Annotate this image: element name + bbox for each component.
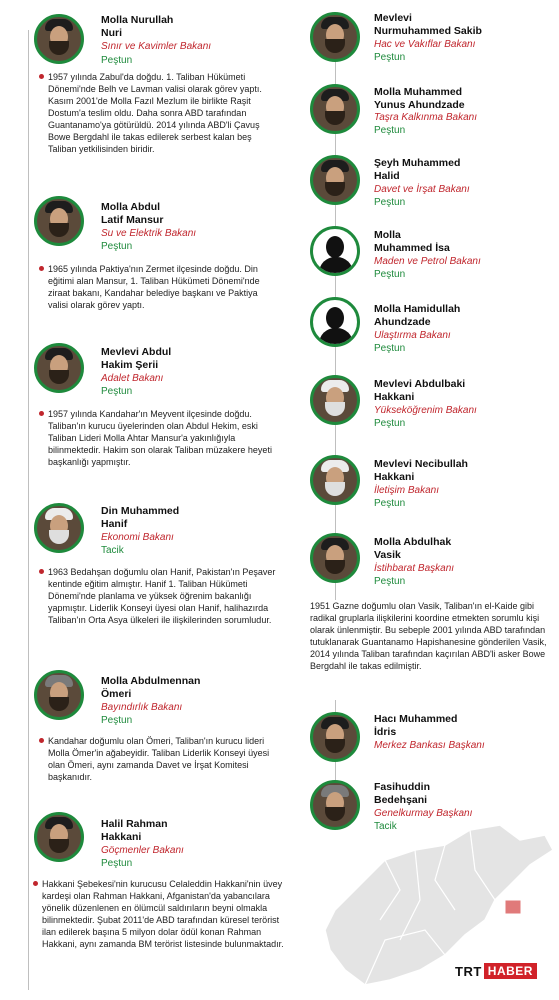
avatar (310, 533, 360, 583)
person-name: Molla Muhammed Yunus Ahundzade (374, 86, 465, 111)
person-role: Davet ve İrşat Bakanı (374, 184, 470, 195)
person-role: Ekonomi Bakanı (101, 532, 174, 543)
person-ethnicity: Peştun (101, 55, 133, 66)
person-ethnicity: Tacik (101, 545, 124, 556)
person-ethnicity: Peştun (374, 197, 406, 208)
person-name: Molla Abdulmennan Ömeri (101, 675, 201, 700)
person-name: Mevlevi Necibullah Hakkani (374, 458, 468, 483)
avatar-placeholder-icon (310, 297, 360, 347)
person-ethnicity: Peştun (101, 715, 133, 726)
person-role: Yükseköğrenim Bakanı (374, 405, 477, 416)
avatar (310, 12, 360, 62)
person-role: İstihbarat Başkanı (374, 563, 455, 574)
person-role: Bayındırlık Bakanı (101, 702, 183, 713)
person-role: Ulaştırma Bakanı (374, 330, 451, 341)
person-ethnicity: Peştun (374, 343, 406, 354)
person-bio: 1951 Gazne doğumlu olan Vasik, Taliban'ın el-Kaide gibi radikal gruplarla ilişkilerini koordine etmekten sorumlu kişi olarak ünlenmiştir. Bu sebeple 2001 yılında ABD tarafından tutuklanarak Guantanamo Hapishanesine gönderilen Vasik, 2014 yılında Taliban tarafından kaçırılan ABD'li asker Bowe Bergdahl ile takas edilmiştir. (310, 601, 547, 671)
avatar (310, 84, 360, 134)
logo-trt-text: TRT (455, 963, 482, 979)
person-bio: 1963 Bedahşan doğumlu olan Hanif, Pakistan'ın Peşaver kentinde eğitim almıştır. Hanif 1. Taliban Hükümeti Dönemi'nde planlama ve yüksek öğrenim bakanlığı yapmıştır. Liderlik Konseyi üyesi olan Hanif, halihazırda Taliban'ın Orta Asya ülkeleri ile ilişkilerinden sorumludur. (48, 566, 280, 626)
person-name: Mevlevi Nurmuhammed Sakib (374, 12, 482, 37)
person-ethnicity: Peştun (374, 418, 406, 429)
bullet-icon (39, 569, 44, 574)
avatar (34, 196, 84, 246)
person-ethnicity: Peştun (374, 125, 406, 136)
person-ethnicity: Peştun (374, 52, 406, 63)
person-bio: Kandahar doğumlu olan Ömeri, Taliban'ın kurucu lideri Molla Ömer'in ağabeyidir. Taliban Liderlik Konseyi üyesi olan Ömeri, aynı zamanda Davet ve İrşat Komitesi başkanıdır. (48, 735, 280, 783)
logo-haber-text: HABER (484, 963, 537, 979)
person-role: Göçmenler Bakanı (101, 845, 184, 856)
person-bio: 1957 yılında Zabul'da doğdu. 1. Taliban Hükümeti Dönemi'nde Belh ve Lavman valisi olarak görev yaptı. Kasım 2001'de Molla Fazıl Mezlum ile birlikte Raşit Dostum'a teslim oldu. Daha sonra ABD tarafından Guantanamo'ya götürüldü. 2014 yılında ABD'li Çavuş Bowe Bergdahl ile takas edilerek serbest kalan beş Taliban yetkilisinden biridir. (48, 71, 280, 155)
person-name: Molla Nurullah Nuri (101, 14, 174, 39)
avatar (34, 14, 84, 64)
avatar (34, 670, 84, 720)
person-role: Maden ve Petrol Bakanı (374, 256, 481, 267)
bullet-icon (33, 881, 38, 886)
person-ethnicity: Peştun (101, 858, 133, 869)
person-bio: 1957 yılında Kandahar'ın Meyvent ilçesinde doğdu. Taliban'ın kurucu üyelerinden olan Abdul Hekim, eski Taliban Lideri Molla Ahtar Mansur'a yakınlığıyla bilinmektedir. Hakim son olarak Taliban müzakere heyeti başkanlığı yapmıştır. (48, 408, 280, 468)
person-name: Mevlevi Abdulbaki Hakkani (374, 378, 466, 403)
person-role: Taşra Kalkınma Bakanı (374, 112, 478, 123)
person-role: Genelkurmay Başkanı (374, 808, 473, 819)
avatar (34, 503, 84, 553)
avatar (310, 455, 360, 505)
bullet-icon (39, 411, 44, 416)
person-name: Halil Rahman Hakkani (101, 818, 168, 843)
person-ethnicity: Peştun (101, 386, 133, 397)
person-name: Din Muhammed Hanif (101, 505, 180, 530)
person-name: Molla Abdul Latif Mansur (101, 201, 164, 226)
avatar (34, 812, 84, 862)
person-role: İletişim Bakanı (374, 485, 440, 496)
person-role: Adalet Bakanı (101, 373, 164, 384)
person-name: Şeyh Muhammed Halid (374, 157, 461, 182)
person-role: Sınır ve Kavimler Bakanı (101, 41, 212, 52)
person-role: Hac ve Vakıflar Bakanı (374, 39, 476, 50)
avatar (310, 375, 360, 425)
person-ethnicity: Peştun (101, 241, 133, 252)
person-ethnicity: Peştun (374, 576, 406, 587)
person-role: Merkez Bankası Başkanı (374, 740, 485, 751)
bullet-icon (39, 266, 44, 271)
person-ethnicity: Peştun (374, 498, 406, 509)
person-role: Su ve Elektrik Bakanı (101, 228, 197, 239)
avatar (310, 155, 360, 205)
timeline-line (28, 30, 29, 990)
person-name: Mevlevi Abdul Hakim Şerii (101, 346, 172, 371)
person-bio: 1965 yılında Paktiya'nın Zermet ilçesinde doğdu. Din eğitimi alan Mansur, 1. Taliban Hükümeti Dönemi'nde ziraat bakanı, Kandahar belediye başkanı ve Paktiya valisi olarak görev yaptı. (48, 263, 280, 311)
person-ethnicity: Tacik (374, 821, 397, 832)
avatar (34, 343, 84, 393)
person-name: Molla Muhammed İsa (374, 229, 450, 254)
person-name: Fasihuddin Bedehşani (374, 781, 430, 806)
bullet-icon (39, 738, 44, 743)
trt-haber-logo (455, 962, 537, 980)
bullet-icon (39, 74, 44, 79)
person-name: Hacı Muhammed İdris (374, 713, 458, 738)
person-ethnicity: Peştun (374, 269, 406, 280)
avatar-placeholder-icon (310, 226, 360, 276)
person-bio: Hakkani Şebekesi'nin kurucusu Celaleddin Hakkani'nin üvey kardeşi olan Rahman Hakkani, Afganistan'da yabancılara yönelik düzenlenen en ölümcül saldırıların beyni olmakla bilinmektedir. Şubat 2011'de ABD tarafından küresel terörist ilan edilerek başına 5 milyon dolar ödül konan Rahman Hakkani, aynı zamanda BM terörist listesinde bulunmaktadır. (42, 878, 288, 950)
person-name: Molla Abdulhak Vasik (374, 536, 452, 561)
person-name: Molla Hamidullah Ahundzade (374, 303, 461, 328)
avatar (310, 712, 360, 762)
